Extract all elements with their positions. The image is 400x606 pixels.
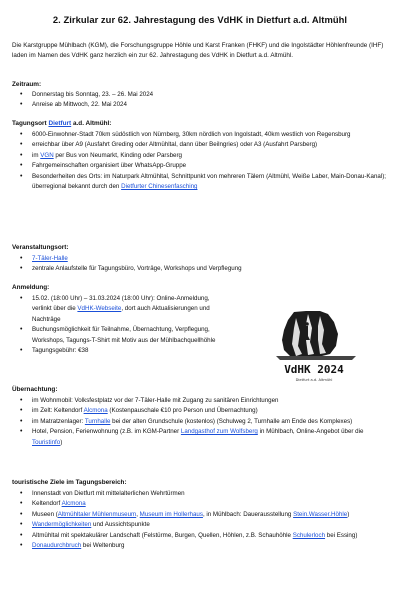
list-item xyxy=(0,427,386,448)
item-text: ) xyxy=(347,510,350,518)
vdhk-2024-logo xyxy=(236,310,396,384)
hollerhaus-link[interactable]: Museum im Hollerhaus xyxy=(139,510,203,518)
item-text: , dort auch Aktualisierungen und Nachträge xyxy=(32,305,210,323)
list-item: • Tagungsgebühr: €38 xyxy=(0,346,218,356)
heading-tagungsort xyxy=(12,119,111,128)
item-text: in Mühlbach, Online-Angebot über die xyxy=(257,428,364,436)
list-ziele xyxy=(0,489,386,551)
item-text: Hotel, Pension, Ferienwohnung (z.B. im KGM-Partner xyxy=(32,428,181,436)
item-text: Altmühltal mit spektakulärer Landschaft (Felstürme, Burgen, Quellen, Höhlen, z.B. Schauhöhle xyxy=(32,531,293,539)
heading-uebernachtung: Übernachtung: xyxy=(12,386,58,393)
item-text: im xyxy=(32,151,41,159)
logo-subtitle: Dietfurt a.d. Altmühl xyxy=(295,378,333,382)
list-veranstaltungsort xyxy=(0,254,386,275)
alcmona-link[interactable]: Alcmona xyxy=(83,407,108,415)
heading-ziele: touristische Ziele im Tagungsbereich: xyxy=(12,479,127,486)
list-item xyxy=(0,254,386,264)
list-item xyxy=(0,499,386,509)
item-text: bei Weltenburg xyxy=(81,542,125,550)
list-item xyxy=(0,151,386,161)
wandermoeglichkeiten-link[interactable]: Wandermöglichkeiten xyxy=(32,521,92,529)
list-item xyxy=(0,294,218,325)
list-zeitraum xyxy=(0,90,386,111)
item-text: und Aussichtspunkte xyxy=(91,521,150,529)
heading-text: Tagungsort xyxy=(12,120,49,127)
list-item xyxy=(0,541,386,551)
item-text: 15.02. (18:00 Uhr) – 31.03.2024 (18:00 Uhr): Online-Anmeldung, verlinkt über die xyxy=(32,295,210,313)
list-anmeldung xyxy=(0,294,218,356)
heading-zeitraum: Zeitraum: xyxy=(12,81,42,88)
list-item: • erreichbar über A9 (Ausfahrt Greding oder Altmühltal, dann über Beilngries) oder A3 (Ausfahrt Parsberg) xyxy=(0,140,386,150)
item-text: Keltendorf xyxy=(32,500,62,508)
page-title: 2. Zirkular zur 62. Jahrestagung des VdHK in Dietfurt a.d. Altmühl xyxy=(52,14,348,25)
donaudurchbruch-link[interactable]: Donaudurchbruch xyxy=(32,542,82,550)
list-tagungsort xyxy=(0,130,386,192)
list-item xyxy=(0,510,386,520)
muehlenmuseum-link[interactable]: Altmühltaler Mühlenmuseum xyxy=(57,510,137,518)
list-item: • im Wohnmobil: Volksfestplatz vor der 7-Täler-Halle mit Zugang zu sanitären Einrichtungen xyxy=(0,396,386,406)
schulerloch-link[interactable]: Schulerloch xyxy=(292,531,326,539)
item-text: Museen ( xyxy=(32,510,58,518)
item-text: bei der alten Grundschule (kostenlos) (Schulweg 2, Turnhalle am Ende des Komplexes) xyxy=(110,417,353,425)
heading-text: a.d. Altmühl: xyxy=(71,120,112,127)
alcmona-link[interactable]: Alcmona xyxy=(61,500,86,508)
item-text: im Zelt: Keltendorf xyxy=(32,407,84,415)
heading-veranstaltungsort: Veranstaltungsort: xyxy=(12,244,69,251)
wolfsberg-link[interactable]: Landgasthof zum Wolfsberg xyxy=(180,428,258,436)
list-item: • 6000-Einwohner-Stadt 70km südöstlich von Nürnberg, 30km nördlich von Ingolstadt, 40km westlich von Regensburg xyxy=(0,130,386,140)
list-item: • Innenstadt von Dietfurt mit mittelalterlichen Wehrtürmen xyxy=(0,489,386,499)
vdhk-webseite-link[interactable]: VdHK-Webseite xyxy=(77,305,122,313)
vgn-link[interactable]: VGN xyxy=(40,151,54,159)
list-item xyxy=(0,520,386,530)
item-text: (Kostenpauschale €10 pro Person und Übernachtung) xyxy=(107,407,258,415)
item-text: per Bus von Neumarkt, Kinding oder Parsberg xyxy=(53,151,182,159)
item-text: bei Essing) xyxy=(325,531,358,539)
cave-illustration xyxy=(276,311,356,360)
list-item: • Fahrgemeinschaften organisiert über WhatsApp-Gruppe xyxy=(0,161,386,171)
stein-wasser-hoehle-link[interactable]: Stein.Wasser.Höhle xyxy=(293,510,348,518)
chinesenfasching-link[interactable]: Dietfurter Chinesenfasching xyxy=(121,183,198,191)
halle-link[interactable]: 7-Täler-Halle xyxy=(32,255,68,262)
dietfurt-link[interactable]: Dietfurt xyxy=(48,120,72,127)
list-item xyxy=(0,417,386,427)
list-item: • Anreise ab Mittwoch, 22. Mai 2024 xyxy=(0,100,386,110)
list-uebernachtung xyxy=(0,396,386,448)
turnhalle-link[interactable]: Turnhalle xyxy=(84,417,111,425)
list-item xyxy=(0,531,386,541)
list-item: • zentrale Anlaufstelle für Tagungsbüro, Vorträge, Workshops und Verpflegung xyxy=(0,264,386,274)
list-item xyxy=(0,172,386,193)
item-text: ) xyxy=(60,438,63,446)
touristinfo-link[interactable]: Touristinfo xyxy=(32,438,61,446)
item-text: im Matratzenlager: xyxy=(32,417,85,425)
intro-paragraph: Die Karstgruppe Mühlbach (KGM), die Forschungsgruppe Höhle und Karst Franken (FHKF) und die Ingolstädter Höhlenfreunde (IHF) laden im Namen des VdHK ganz herzlich ein zur 62. Jahrestagung des VdHK in Dietfurt a.d. Altmühl. xyxy=(12,42,384,60)
list-item: • Donnerstag bis Sonntag, 23. – 26. Mai 2024 xyxy=(0,90,386,100)
item-text: Besonderheiten des Orts: im Naturpark Altmühltal, Schnittpunkt von mehreren Tälern (Altmühl, Weiße Laber, Main-Donau-Kanal); überregional bekannt durch den xyxy=(32,172,386,191)
list-item: • Buchungsmöglichkeit für Teilnahme, Übernachtung, Verpflegung, Workshops, Tagungs-T-Shirt mit Motiv aus der Mühlbachquellhöhle xyxy=(0,325,218,346)
list-item xyxy=(0,406,386,416)
logo-title: VdHK 2024 xyxy=(284,363,344,376)
item-text: , xyxy=(136,510,140,518)
heading-anmeldung: Anmeldung: xyxy=(12,284,50,291)
item-text: , in Mühlbach: Dauerausstellung xyxy=(202,510,294,518)
